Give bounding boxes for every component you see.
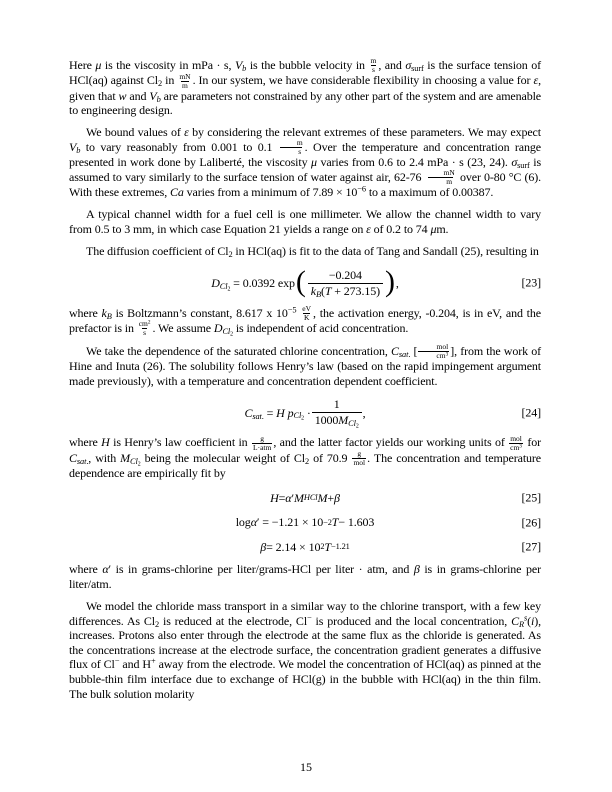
eq23-fraction-numerator: −0.204 (328, 267, 362, 282)
eq24-body (244, 397, 365, 428)
text-column (69, 58, 541, 709)
eq26-body: log α ′ = −1.21 × 10 −2 T − 1.603 (235, 515, 375, 530)
equation-henry-fit (69, 491, 541, 506)
eq24-fraction-denominator: $1000M_{Cl_2}$ (312, 412, 362, 428)
equation-diffusion-coefficient (69, 265, 541, 299)
eq23-fraction (308, 268, 383, 299)
paragraph-chloride-transport: We model the chloride mass transport in a similar way to the chlorine transport, with a few key differences. As $Cl_2$ is reduced at the electrode, Cl− is produced and the local concentration, $C_R^s(i)$, increases. Protons also enter through the electrode at the same flux as the chloride is generated. As the concentrations increase at the electrode surface, the concentration gradient generates a diffusive flux of Cl− and H+ away from the electrode. We model the concentration of HCl(aq) as pinned at the bubble-thin film interface due to exchange of HCl(g) in the bubble with HCl(aq) in the thin film. The bulk solution molarity (69, 599, 542, 701)
equation-log-alpha (69, 515, 541, 530)
eq25-body: H = α ′ M HCl M + β (270, 490, 340, 505)
eq27-body: β = 2.14 × 10 2 T −1.21 (260, 539, 350, 554)
eq26-number: [26] (521, 515, 541, 530)
paragraph-boltzmann-units: where $k_B$ is Boltzmann’s constant, 8.617 x $10^{-5}$ $\frac{eV}{K}$ , the activation energy, -0.204, is in eV, and the prefactor is in $\frac{cm^2}{s}$ . We assume $D_{Cl_2}$ is independent of acid concentration. (69, 303, 541, 338)
paragraph-alpha-beta-units: where α′ is in grams-chlorine per liter/grams-HCl per liter · atm, and β is in grams-chlorine per liter/atm. (69, 562, 541, 591)
eq24-fraction (312, 397, 362, 428)
eq23-trailing-comma: , (395, 275, 399, 290)
eq24-fraction-numerator: 1 (333, 397, 340, 412)
equation-beta (69, 540, 541, 555)
paragraph-diffusion-fit-intro: The diffusion coefficient of $Cl_2$ in HCl(aq) is fit to the data of Tang and Sandall (25), resulting in (86, 244, 539, 259)
eq24-lhs: $C_{sat.} = H$ $p_{Cl_2}$ · (244, 405, 311, 422)
eq24-number: [24] (521, 405, 541, 420)
eq23-fraction-denominator: $k_B(T + 273.15)$ (308, 283, 383, 299)
eq27-number: [27] (521, 539, 541, 554)
paragraph-chlorine-solubility: We take the dependence of the saturated chlorine concentration, $C_{sat.}$ [ mol $cm^3$ ], from the work of Hine and Inuta (26). The solubility follows Henry’s law (based on the rapid impingement argument made previously), with a temperature and concentration dependent coefficient. (69, 341, 541, 388)
paragraph-viscosity-definitions: Here μ is the viscosity in mPa · s, $V_b$ is the bubble velocity in $\frac{m}{s}$ , and $\sigma_{surf}$ is the surface tension of HCl(aq) against $Cl_2$ in $\frac{mN}{m}$ . In our system, we have considerable flexibility in choosing a value for ε, given that w and $V_b$ are parameters not constrained by any other part of the system and are amenable to engineering design. (69, 56, 541, 118)
equation-saturation-concentration (69, 397, 541, 428)
paragraph-epsilon-bounds: We bound values of ε by considering the relevant extremes of these parameters. We may expect $V_b$ to vary reasonably from 0.001 to 0.1 $\frac{m}{s}$ . Over the temperature and concentration range presented in work done by Laliberté, the viscosity μ varies from 0.6 to 2.4 mPa · s (23, 24). $\sigma_{surf}$ is assumed to vary similarly to the surface tension of water against air, 62-76 $\frac{mN}{m}$ over 0-80 °C (6). With these extremes, Ca varies from a minimum of $7.89 \times 10^{-6}$ to a maximum of 0.00387. (69, 125, 541, 200)
paragraph-henrys-law-units: where H is Henry’s law coefficient in g L·atm , and the latter factor yields our working units of mol $cm^3$ for $C_{sat.}$, with $M_{Cl_2}$ being the molecular weight of $Cl_2$ of 70.9 g mol . The concentration and temperature dependence are empirically fit by (69, 433, 542, 481)
eq23-lhs: $D_{Cl_2} = 0.0392$ exp (211, 275, 295, 292)
eq23-number: [23] (521, 275, 541, 290)
paragraph-channel-width: A typical channel width for a fuel cell is one millimeter. We allow the channel width to vary from 0.5 to 3 mm, in which case Equation 21 yields a range on ε of 0.2 to 74 μm. (69, 207, 541, 236)
eq23-body: $D_{Cl_2} = 0.0392$ exp ( $\frac{-0.204}{k_B(T + 273.15)}$ ) , (211, 265, 399, 299)
eq24-trailing-comma: , (362, 405, 366, 420)
page-number: 15 (300, 760, 312, 775)
eq25-number: [25] (521, 490, 541, 505)
